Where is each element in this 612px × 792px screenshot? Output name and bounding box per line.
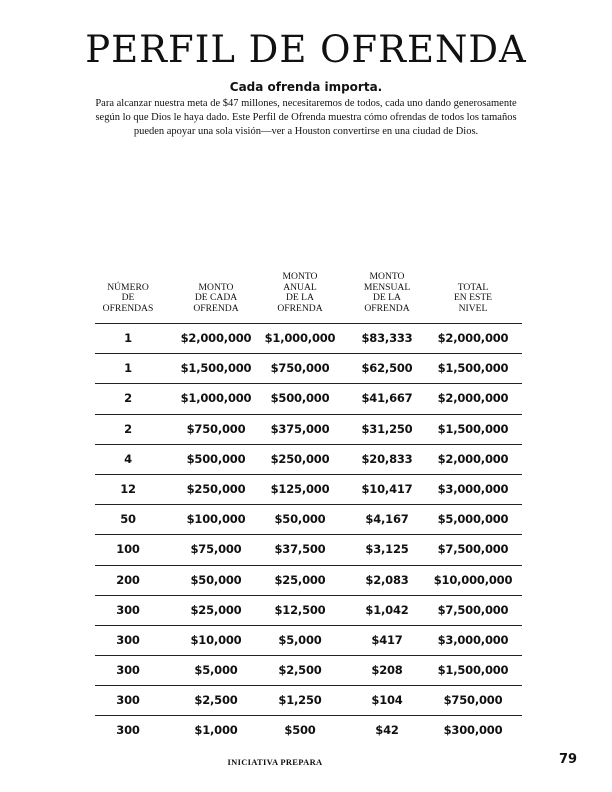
table-cell: $20,833 [361,451,413,466]
table-cell: $4,167 [365,512,409,527]
subtitle: Cada ofrenda importa. [229,80,383,94]
table-cell: $125,000 [270,481,330,496]
table-row [95,565,522,595]
table-cell: $75,000 [190,542,242,557]
table-cell: 300 [116,632,140,647]
table-cell: $37,500 [274,542,326,557]
table-cell: $83,333 [361,331,413,345]
table-cell: $1,500,000 [437,421,509,436]
table-cell: 12 [120,481,136,496]
column-header-line: OFRENDA [277,302,323,314]
column-header-line: MONTO [369,271,405,283]
table-cell: $50,000 [274,512,326,527]
column-header-line: MONTO [282,271,318,283]
table-cell: $12,500 [274,602,326,617]
column-header-line: OFRENDA [364,302,410,314]
column-header-line: TOTAL [457,281,489,293]
column-header [252,262,348,314]
table-cell: $2,083 [365,572,409,587]
table-cell: 50 [120,512,136,527]
table-cell: $104 [371,693,403,708]
table-cell: $750,000 [186,421,246,436]
table-cell: $3,000,000 [437,481,509,496]
column-header-line: OFRENDA [193,302,239,314]
table-row [95,383,522,413]
table-cell: $42 [375,723,399,738]
table-cell: $500,000 [186,451,246,466]
table-cell: $25,000 [274,572,326,587]
column-header-line: DE CADA [194,292,238,304]
table-cell: $1,000,000 [264,331,336,345]
table-cell: $62,500 [361,361,413,376]
table-row [95,655,522,685]
table-cell: $2,000,000 [437,451,509,466]
table-cell: $500,000 [270,391,330,406]
table-row [95,414,522,444]
table-cell: $250,000 [270,451,330,466]
column-header-line: NIVEL [458,302,488,314]
table-cell: $3,125 [365,542,409,557]
table-cell: $2,500 [194,693,238,708]
column-header-line: MENSUAL [363,281,411,293]
table-cell: 1 [124,361,132,376]
table-row [95,625,522,655]
table-cell: 300 [116,663,140,678]
column-header [168,262,264,314]
table-row [95,595,522,625]
table-cell: $375,000 [270,421,330,436]
table-cell: $2,500 [278,663,322,678]
intro-paragraph: Para alcanzar nuestra meta de $47 millones, necesitaremos de todos, cada uno dando generosamente según lo que Dios le haya dado. Este Perfil de Ofrenda muestra cómo ofrendas de todos los tamaños pueden apoyar una sola visión—ver a Houston convertirse en una ciudad de Dios. [95,98,517,138]
column-header-line: EN ESTE [453,292,493,304]
table-cell: $208 [371,663,403,678]
table-cell: $5,000,000 [437,512,509,527]
table-cell: $300,000 [443,723,503,738]
table-cell: $250,000 [186,481,246,496]
table-cell: $3,000,000 [437,632,509,647]
column-header-line: ANUAL [283,281,317,293]
page-title: PERFIL DE OFRENDA [85,28,527,71]
table-row [95,534,522,564]
table-cell: $1,250 [278,693,322,708]
table-row [95,353,522,383]
table-cell: $2,000,000 [437,391,509,406]
table-cell: $7,500,000 [437,542,509,557]
table-cell: $31,250 [361,421,413,436]
table-row [95,715,522,745]
column-header-line: DE LA [373,292,401,304]
column-header-line: NÚMERO [107,281,149,293]
table-cell: $10,417 [361,481,413,496]
table-cell: 300 [116,693,140,708]
table-cell: 300 [116,723,140,738]
table-cell: $5,000 [278,632,322,647]
column-header-line: MONTO [198,281,234,293]
table-cell: $500 [284,723,316,738]
table-cell: $750,000 [270,361,330,376]
table-cell: $750,000 [443,693,503,708]
table-cell: $1,500,000 [437,361,509,376]
table-cell: 200 [116,572,140,587]
column-header-line: DE LA [286,292,314,304]
table-cell: $5,000 [194,663,238,678]
table-cell: 1 [124,331,132,345]
column-header [80,262,176,314]
table-row [95,504,522,534]
table-cell: $2,000,000 [437,331,509,345]
table-cell: $50,000 [190,572,242,587]
table-cell: $1,500,000 [437,663,509,678]
table-row [95,444,522,474]
table-cell: $10,000 [190,632,242,647]
table-cell: $1,000 [194,723,238,738]
table-row [95,323,522,353]
table-cell: $7,500,000 [437,602,509,617]
table-cell: 2 [124,421,132,436]
table-row [95,685,522,715]
table-cell: $41,667 [361,391,413,406]
column-header [339,262,435,314]
offering-table [95,323,522,746]
table-cell: $1,500,000 [180,361,252,376]
table-cell: $1,000,000 [180,391,252,406]
table-cell: 300 [116,602,140,617]
table-cell: $2,000,000 [180,331,252,345]
column-header-line: DE [121,292,135,304]
footer-label: INICIATIVA PREPARA [227,757,323,767]
table-cell: 4 [124,451,132,466]
table-cell: $1,042 [365,602,409,617]
table-cell: $100,000 [186,512,246,527]
column-header [425,262,521,314]
table-cell: 100 [116,542,140,557]
column-header-line: OFRENDAS [102,302,154,314]
table-cell: 2 [124,391,132,406]
table-cell: $10,000,000 [433,572,513,587]
table-cell: $25,000 [190,602,242,617]
table-cell: $417 [371,632,403,647]
table-row [95,474,522,504]
page-number: 79 [558,752,578,767]
